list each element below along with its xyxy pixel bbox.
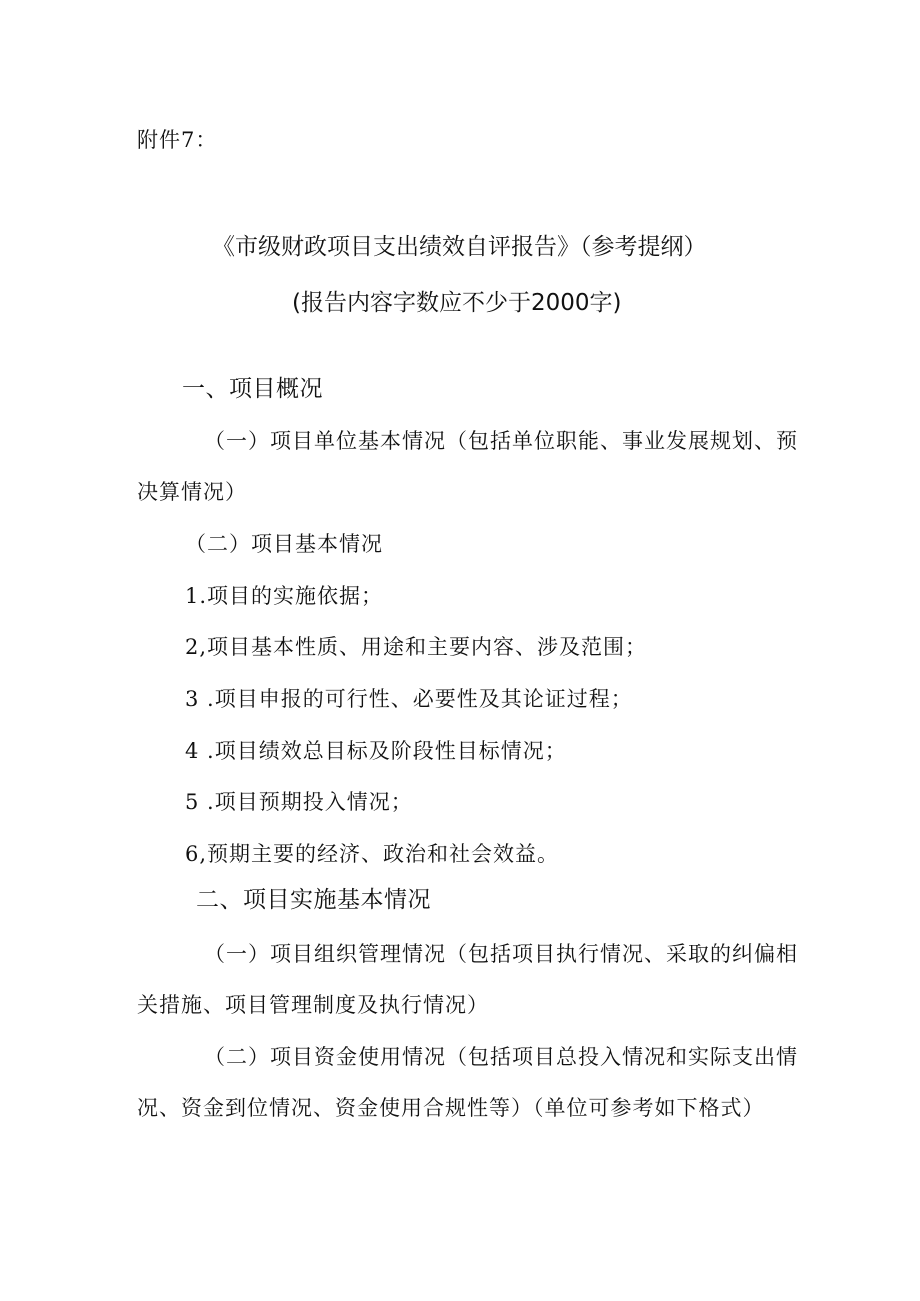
section-1-heading: 一、项目概况	[182, 376, 323, 402]
document-title: 《市级财政项目支出绩效自评报告》（参考提纲）	[212, 234, 707, 260]
section-2-sub-2-line-1: （二）项目资金使用情况（包括项目总投入情况和实际支出情	[204, 1045, 798, 1069]
document-subtitle: (报告内容字数应不少于2000字)	[292, 290, 622, 316]
list-item: 2,项目基本性质、用途和主要内容、涉及范围；	[185, 635, 648, 659]
list-item: 1.项目的实施依据；	[185, 584, 384, 608]
list-item: 3 .项目申报的可行性、必要性及其论证过程；	[185, 687, 633, 711]
list-item: 6,预期主要的经济、政治和社会效益。	[185, 842, 560, 866]
section-2-sub-1-line-2: 关措施、项目管理制度及执行情况）	[137, 993, 489, 1017]
section-1-sub-2: （二）项目基本情况	[185, 532, 383, 556]
list-item: 4 .项目绩效总目标及阶段性目标情况；	[185, 739, 567, 763]
list-item: 5 .项目预期投入情况；	[185, 790, 413, 814]
section-2-heading: 二、项目实施基本情况	[196, 887, 431, 913]
section-1-sub-1-line-2: 决算情况）	[137, 480, 247, 504]
section-2-sub-2-line-2: 况、资金到位情况、资金使用合规性等）（单位可参考如下格式）	[137, 1096, 765, 1120]
attachment-label: 附件7：	[137, 128, 218, 152]
section-2-sub-1-line-1: （一）项目组织管理情况（包括项目执行情况、采取的纠偏相	[204, 942, 798, 966]
section-1-sub-1-line-1: （一）项目单位基本情况（包括单位职能、事业发展规划、预	[204, 429, 798, 453]
